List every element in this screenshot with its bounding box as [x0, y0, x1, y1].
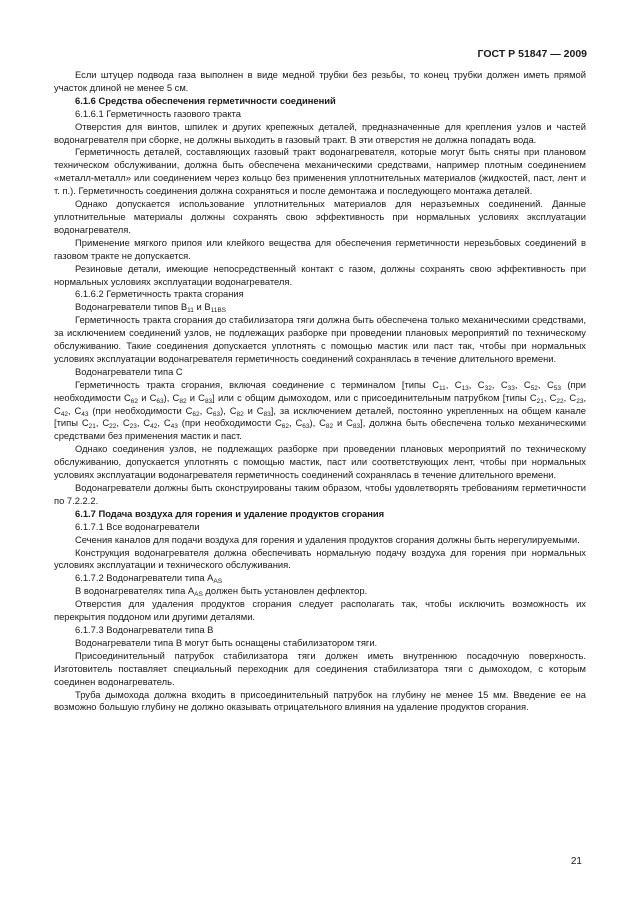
paragraph: Присоединительный патрубок стабилизатора тяги должен иметь внутреннюю посадочную поверхность. Изготовитель поставляет специальный переходник для соединения стабилизатора тяги с дымоходом, с которым соединен водонагреватель. — [54, 649, 586, 687]
paragraph: Труба дымохода должна входить в присоединительный патрубок на глубину не менее 15 мм. Введение ее на возможно большую глубину не должно оказывать отрицательного влияния на удаление продуктов сгорания. — [54, 688, 586, 713]
paragraph: Резиновые детали, имеющие непосредственный контакт с газом, должны сохранять свою эффективность при нормальных условиях эксплуатации водонагревателя. — [54, 262, 586, 287]
subsection-line: Водонагреватели типа B могут быть оснащены стабилизатором тяги. — [75, 636, 378, 648]
paragraph: Герметичность деталей, составляющих газовый тракт водонагревателя, которые могут быть сняты при плановом техническом обслуживании, должна быть обеспечена механическими средствами, например плотным соединением «металл-металл» или соединением через кольцо без применения уплотнительных материалов (жидкостей, паст, лент и т. п.). Герметичность соединения должна сохраняться и после демонтажа и последующего монтажа деталей. — [54, 146, 586, 197]
paragraph: Отверстия для винтов, шпилек и других крепежных деталей, предназначенные для крепления узлов и частей водонагревателя при сборке, не должны выходить в газовый тракт. В эти отверстия не должна попадать вода. — [54, 120, 586, 145]
subsection-line: Водонагреватели типов $B_{11}$ и $B_{11BS}$ — [75, 301, 227, 315]
section-heading: 6.1.7 Подача воздуха для горения и удаление продуктов сгорания — [75, 507, 385, 519]
standard-header: ГОСТ Р 51847 — 2009 — [477, 48, 587, 60]
subsection-line: 6.1.6.1 Герметичность газового тракта — [75, 107, 241, 119]
paragraph: Применение мягкого припоя или клейкого вещества для обеспечения герметичности нерезьбовых соединений в газовом тракте не допускается. — [54, 236, 586, 261]
document-body — [54, 69, 586, 714]
paragraph: Отверстия для удаления продуктов сгорания следует располагать так, чтобы исключить возможность их перекрытия поддоном или другими деталями. — [54, 598, 586, 623]
paragraph: Герметичность тракта сгорания до стабилизатора тяги должна быть обеспечена только механическими средствами, за исключением соединений узлов, не подлежащих разборке при проведении плановых мероприятий по техническому обслуживанию. Такие соединения допускается уплотнять с помощью мастик или паст так, чтобы при нормальных условиях эксплуатации водонагревателя герметичность соединений сохранялась в течение длительного времени. — [54, 314, 586, 364]
subsection-line: 6.1.7.2 Водонагреватели типа $A_{AS}$ — [75, 572, 223, 586]
paragraph: Водонагреватели должны быть сконструированы таким образом, чтобы удовлетворять требованиям герметичности по 7.2.2.2. — [54, 482, 586, 506]
page-number: 21 — [570, 856, 582, 867]
paragraph: Однако соединения узлов, не подлежащих разборке при проведении плановых мероприятий по техническому обслуживанию, допускается уплотнять с помощью мастик, паст или соответствующих лент, чтобы при нормальных условиях эксплуатации водонагревателя герметичность соединений сохранялась в течение длительного времени. — [54, 443, 586, 481]
paragraph: Герметичность тракта сгорания, включая соединение с терминалом [типы $C_{11}$, $C_{13}$, $C_{32}$, $C_{33}$, $C_{52}$, $C_{53}$ (при необходимости $C_{62}$ и $C_{63}$), $C_{82}$ и $C_{83}$] или с общим дымоходом, или с присоединительным патрубком [типы $C_{21}$, $C_{22}$, $C_{23}$, $C_{42}$, $C_{43}$ (при необходимости $C_{62}$, $C_{63}$), $C_{82}$ и $C_{83}$], за исключением деталей, постоянно укрепленных на общем канале [типы $C_{21}$, $C_{22}$, $C_{23}$, $C_{42}$, $C_{43}$ (при необходимости $C_{62}$, $C_{63}$), $C_{82}$ и $C_{83}$], должна быть обеспечена только механическими средствами без применения мастик и паст. — [54, 378, 587, 442]
subsection-line: В водонагревателях типа $A_{AS}$ должен быть установлен дефлектор. — [75, 585, 368, 599]
subsection-line: 6.1.7.1 Все водонагреватели — [75, 520, 200, 532]
paragraph: Однако допускается использование уплотнительных материалов для неразъемных соединений. Данные уплотнительные материалы должны сохранять свою эффективность при нормальных условиях эксплуатации водонагревателя. — [54, 198, 586, 235]
subsection-line: Водонагреватели типа C — [75, 365, 183, 377]
subsection-line: 6.1.7.3 Водонагреватели типа B — [75, 623, 214, 635]
section-heading: 6.1.6 Средства обеспечения герметичности соединений — [75, 94, 336, 106]
paragraph: Сечения каналов для подачи воздуха для горения и удаления продуктов сгорания должны быть нерегулируемыми. — [75, 533, 580, 545]
paragraph: Конструкция водонагревателя должна обеспечивать нормальную подачу воздуха для горения при нормальных условиях эксплуатации и технического обслуживания. — [54, 546, 586, 571]
subsection-line: 6.1.6.2 Герметичность тракта сгорания — [75, 288, 244, 300]
paragraph: Если штуцер подвода газа выполнен в виде медной трубки без резьбы, то конец трубки должен иметь прямой участок длиной не менее 5 см. — [54, 69, 586, 93]
